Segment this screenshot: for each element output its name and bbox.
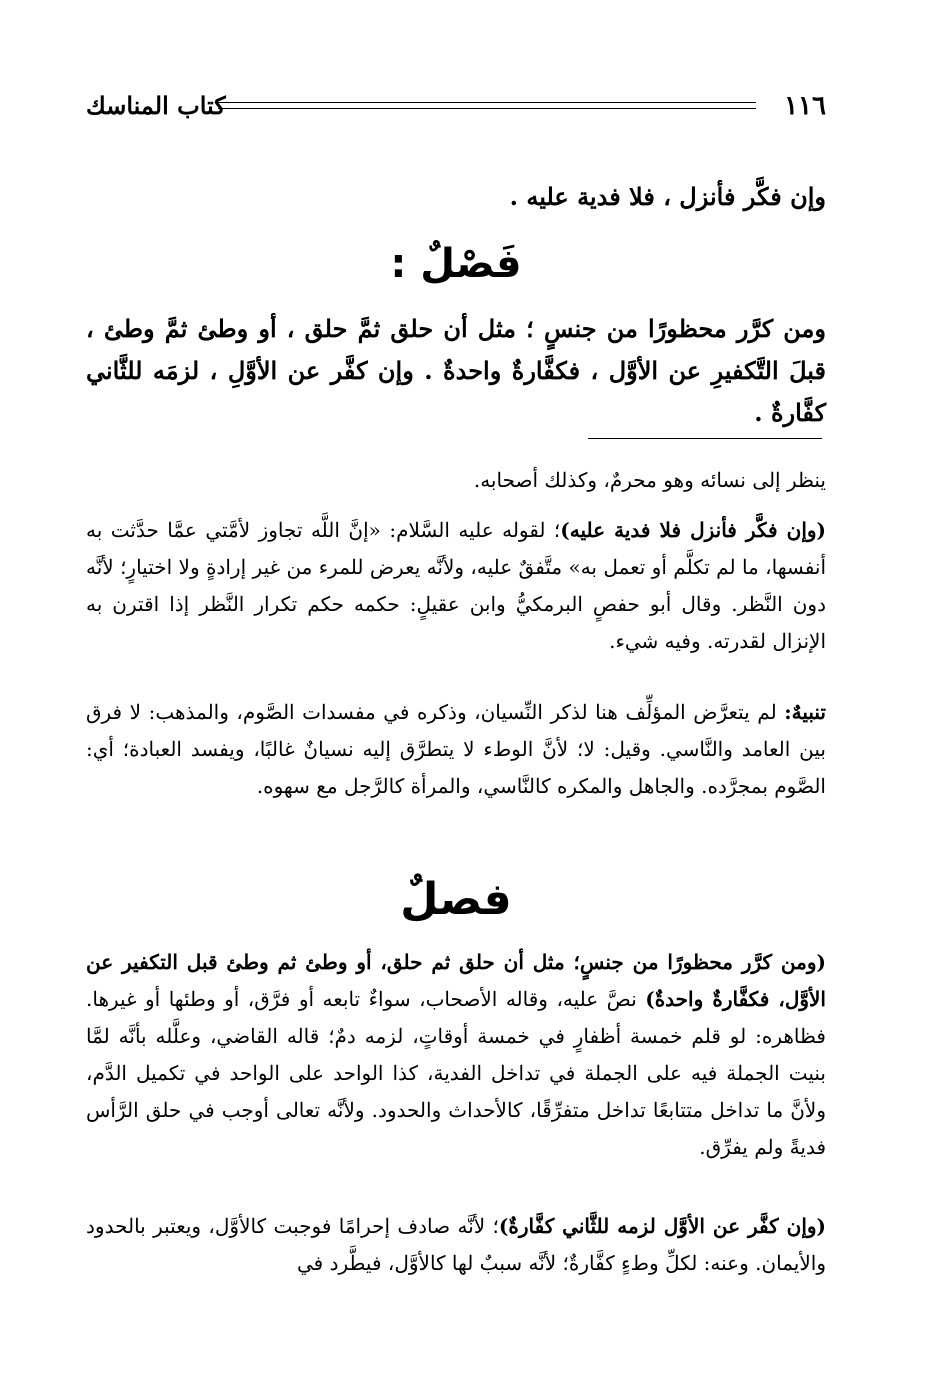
commentary-fasl-heading: فصلٌ (400, 874, 512, 925)
commentary-paragraph-1: ينظر إلى نسائه وهو محرمٌ، وكذلك أصحابه. (473, 468, 826, 492)
quoted-matn: (وإن فكَّر فأنزل فلا فدية عليه) (560, 518, 827, 542)
page-number: ١١٦ (784, 91, 826, 121)
commentary-paragraph-4 (86, 944, 826, 1166)
matn-fasl-heading: فَصْلٌ : (390, 241, 522, 287)
commentary-paragraph-5 (86, 1208, 826, 1282)
commentary-text: ؛ لقوله عليه السَّلام: «إنَّ اللَّه تجاوز لأمَّتي عمَّا حدَّثت به أنفسها، ما لم تكلَّم أو تعمل به» متَّفقٌ عليه، ولأنَّه يعرض للمرء من غير إرادةٍ ولا اختيارٍ؛ لأنَّه دون النَّظر. وقال أبو حفصٍ البرمكيُّ وابن عقيلٍ: حكمه حكم تكرار النَّظر إذا اقترن به الإنزال لقدرته. وفيه شيء. (86, 518, 826, 653)
commentary-text: نصَّ عليه، وقاله الأصحاب، سواءٌ تابعه أو فرَّق، أو وطئها أو غيرها. فظاهره: لو قلم خمسة أظفارٍ في خمسة أوقاتٍ، لزمه دمٌ؛ قاله القاضي، وعلَّله بأنَّه لمَّا بنيت الجملة فيه على الجملة في تداخل الفدية، كذا الواحد على الواحد في تكميل الدَّم، ولأنَّ ما تداخل متتابعًا تداخل متفرِّقًا، كالأحداث والحدود. ولأنَّه تعالى أوجب في حلق الرَّأس فديةً ولم يفرِّق. (86, 987, 826, 1159)
quoted-matn: (وإن كفَّر عن الأوَّل لزمه للثَّاني كفَّارةٌ) (498, 1214, 826, 1238)
commentary-text: لم يتعرَّض المؤلِّف هنا لذكر النِّسيان، وذكره في مفسدات الصَّوم، والمذهب: لا فرق بين العامد والنَّاسي. وقيل: لا؛ لأنَّ الوطء لا يتطرَّق إليه نسيانٌ غالبًا، ويفسد العبادة؛ أي: الصَّوم بمجرَّده. والجاهل والمكره كالنَّاسي، والمرأة كالرَّجل مع سهوه. (86, 700, 826, 798)
header-rule (218, 102, 756, 109)
commentary-text: ؛ لأنَّه صادف إحرامًا فوجبت كالأوَّل، ويعتبر بالحدود والأيمان. وعنه: لكلِّ وطءٍ كفَّارةٌ؛ لأنَّه سببٌ لها كالأوَّل، فيطَّرد في (86, 1214, 826, 1275)
note-label: تنبيهٌ: (784, 700, 826, 724)
book-title: كتاب المناسك (86, 91, 226, 120)
commentary-paragraph-3 (86, 694, 826, 805)
matn-paragraph: ومن كرَّر محظورًا من جنسٍ ؛ مثل أن حلق ثمَّ حلق ، أو وطئ ثمَّ وطئ ، قبلَ التَّكفيرِ عن الأوَّل ، فكفَّارةٌ واحدةٌ . وإن كفَّر عن الأوَّلِ ، لزمَه للثَّاني كفَّارةٌ . (86, 314, 826, 427)
quoted-matn: (ومن كرَّر محظورًا من جنسٍ؛ مثل أن حلق ثم حلق، أو وطئ ثم وطئ قبل التكفير عن الأوَّل، فكفَّارةٌ واحدةٌ) (86, 950, 826, 1011)
footnote-divider (588, 438, 822, 439)
page-header (86, 88, 826, 124)
matn-line: وإن فكَّر فأنزل ، فلا فدية عليه . (509, 182, 826, 211)
commentary-paragraph-2 (86, 512, 826, 660)
